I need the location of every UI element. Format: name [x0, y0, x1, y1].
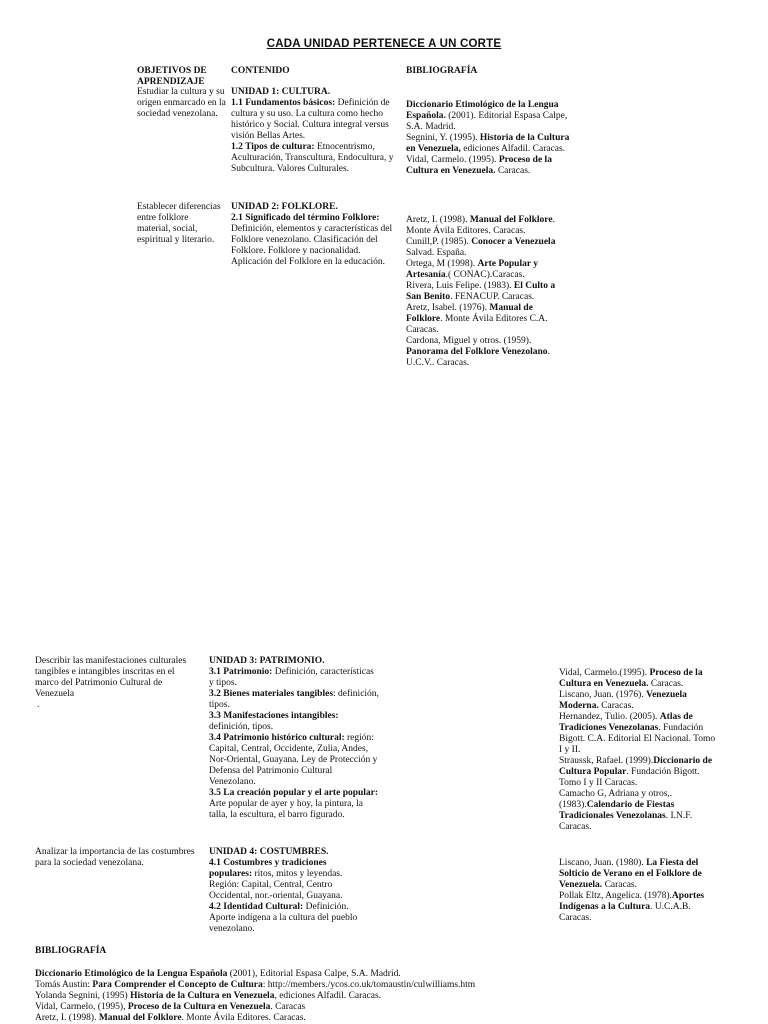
unit-1-objective: Estudiar la cultura y su origen enmarcado en la sociedad venezolana.	[137, 87, 226, 119]
unit-1-content	[231, 87, 397, 175]
bib-entry: Yolanda Segnini, (1995) Historia de la Cultura en Venezuela, ediciones Alfadil. Caracas.	[35, 991, 382, 1001]
unit-3-item-5: 3.5 La creación popular y el arte popular: Arte popular de ayer y hoy, la pintura, la talla, la escultura, el barro figurado.	[209, 788, 379, 820]
header-contenido: CONTENIDO	[231, 66, 290, 76]
unit-2-bibliography	[406, 215, 564, 369]
bib-entry: Diccionario Etimológico de la Lengua Española (2001), Editorial Espasa Calpe, S.A. Madrid.	[35, 969, 401, 979]
unit-4-item-1: 4.1 Costumbres y tradiciones populares: ritos, mitos y leyendas. Región: Capital, Central, Centro Occidental, nor.-oriental, Guayana.	[209, 858, 343, 901]
unit-1-bibliography	[406, 100, 574, 177]
bib-entry: Liscano, Juan. (1976). Venezuela Moderna. Caracas.	[559, 690, 687, 711]
unit-2-title: UNIDAD 2: FOLKLORE.	[231, 202, 338, 212]
unit-3-item-4: 3.4 Patrimonio histórico cultural: región: Capital, Central, Occidente, Zulia, Andes, Nor-Oriental, Guayana. Ley de Protección y Defensa del Patrimonio Cultural Venezolano.	[209, 733, 378, 787]
unit-4-bibliography	[559, 858, 719, 924]
header-objetivos: OBJETIVOS DE APRENDIZAJE	[137, 66, 207, 87]
unit-3-bibliography	[559, 668, 719, 833]
header-bibliografia: BIBLIOGRAFÍA	[406, 66, 478, 76]
bottom-bibliography-list	[35, 969, 735, 1024]
bib-entry: Aretz, I. (1998). Manual del Folklore. Monte Ávila Editores. Caracas.	[35, 1013, 306, 1023]
bib-entry: Straussk, Rafael. (1999).Diccionario de Cultura Popular. Fundación Bigott. Tomo I y II Caracas.	[559, 756, 713, 788]
bib-entry: Vidal, Carmelo. (1995). Proceso de la Cultura en Venezuela. Caracas.	[406, 155, 552, 176]
bib-entry: Cunill,P. (1985). Conocer a Venezuela Salvad. España.	[406, 237, 556, 258]
unit-3-item-3: 3.3 Manifestaciones intangibles: definición, tipos.	[209, 711, 339, 732]
unit-1-title: UNIDAD 1: CULTURA.	[231, 87, 331, 97]
bib-entry: Vidal, Carmelo.(1995). Proceso de la Cultura en Venezuela. Caracas.	[559, 668, 703, 689]
unit-1-item-1: 1.1 Fundamentos básicos: Definición de cultura y su uso. La cultura como hecho histórico y Social. Cultura integral versus visión Bellas Artes.	[231, 98, 390, 141]
bib-entry: Hernandez, Tulio. (2005). Atlas de Tradiciones Venezolanas. Fundación Bigott. C.A. Editorial El Nacional. Tomo I y II.	[559, 712, 716, 755]
unit-3-title: UNIDAD 3: PATRIMONIO.	[209, 656, 325, 666]
unit-1-item-2: 1.2 Tipos de cultura: Etnocentrismo, Aculturación, Transcultura, Endocultura, y Subcultura. Valores Culturales.	[231, 142, 394, 174]
unit-2-item-1: 2.1 Significado del término Folklore: Definición, elementos y características del Folklore venezolano. Clasificación del Folklore. Folklore y nacionalidad. Aplicación del Folklore en la educación.	[231, 213, 393, 267]
unit-4-title: UNIDAD 4: COSTUMBRES.	[209, 847, 329, 857]
bib-entry: Vidal, Carmelo, (1995), Proceso de la Cultura en Venezuela. Caracas	[35, 1002, 306, 1012]
unit-2-objective: Establecer diferencias entre folklore material, social, espiritual y literario.	[137, 202, 221, 245]
unit-3-objective: Describir las manifestaciones culturales tangibles e intangibles inscritas en el marco del Patrimonio Cultural de Venezuela .	[35, 656, 187, 710]
bib-entry: Camacho G, Adriana y otros,. (1983).Calendario de Fiestas Tradicionales Venezolanas. I.N.F. Caracas.	[559, 789, 693, 832]
unit-3-item-1: 3.1 Patrimonio: Definición, características y tipos.	[209, 667, 374, 688]
bib-entry: Aretz, I. (1998). Manual del Folklore. Monte Ávila Editores. Caracas.	[406, 215, 555, 236]
unit-2-content	[231, 202, 397, 268]
bib-entry: Diccionario Etimológico de la Lengua Española. (2001). Editorial Espasa Calpe, S.A. Madrid.	[406, 100, 568, 132]
unit-4-content	[209, 847, 369, 935]
bib-entry: Rivera, Luis Felipe. (1983). El Culto a San Benito. FENACUP. Caracas.	[406, 281, 556, 302]
unit-3-item-2: 3.2 Bienes materiales tangibles: definición, tipos.	[209, 689, 379, 710]
unit-4-objective: Analizar la importancia de las costumbres para la sociedad venezolana.	[35, 847, 195, 868]
page-title: CADA UNIDAD PERTENECE A UN CORTE	[266, 38, 502, 50]
bib-entry: Tomás Austin: Para Comprender el Concepto de Cultura: http://members./ycos.co.uk/tomaustin/culwilliams.htm	[35, 980, 476, 990]
unit-3-content	[209, 656, 379, 821]
bib-entry: Ortega, M (1998). Arte Popular y Artesanía.( CONAC).Caracas.	[406, 259, 539, 280]
unit-4-item-2: 4.2 Identidad Cultural: Definición. Aporte indígena a la cultura del pueblo venezolano.	[209, 902, 358, 934]
bib-entry: Cardona, Miguel y otros. (1959). Panorama del Folklore Venezolano. U.C.V.. Caracas.	[406, 336, 550, 368]
bib-entry: Liscano, Juan. (1980). La Fiesta del Solticio de Verano en el Folklore de Venezuela. Caracas.	[559, 858, 702, 890]
bottom-bibliography-heading: BIBLIOGRAFÍA	[35, 946, 107, 956]
bib-entry: Segnini, Y. (1995). Historia de la Cultura en Venezuela, ediciones Alfadil. Caracas.	[406, 133, 570, 154]
bib-entry: Aretz, Isabel. (1976). Manual de Folklore. Monte Ávila Editores C.A. Caracas.	[406, 303, 548, 335]
bib-entry: Pollak Eltz, Angelica. (1978).Aportes Indígenas a la Cultura. U.C.A.B. Caracas.	[559, 891, 705, 923]
